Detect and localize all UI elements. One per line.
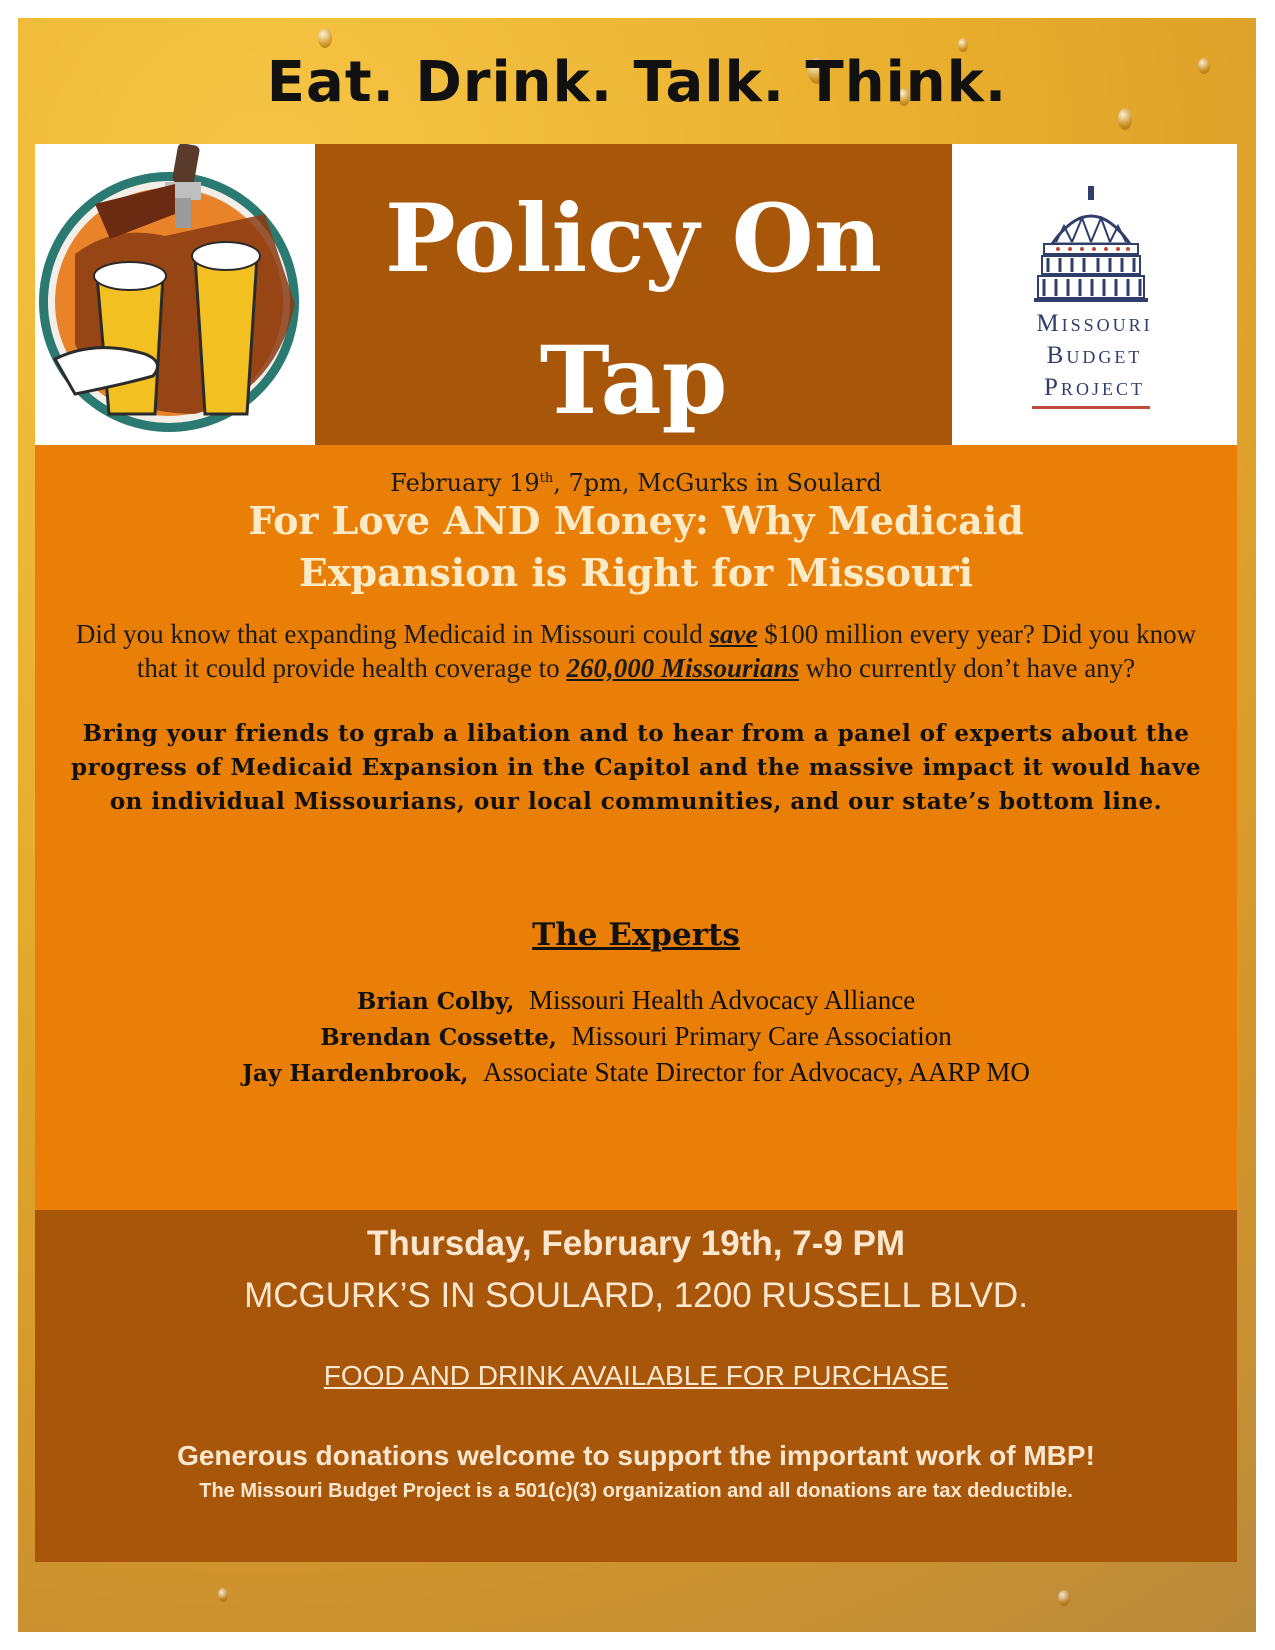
footer-venue: MCGURK’S IN SOULARD, 1200 RUSSELL BLVD. (244, 1276, 1028, 1315)
beer-tap-logo (35, 144, 315, 445)
description-emphasis-missourians: 260,000 Missourians (566, 653, 800, 683)
expert-org: Missouri Health Advocacy Alliance (529, 985, 916, 1015)
expert-name: Jay Hardenbrook, (242, 1060, 469, 1087)
experts-heading: The Experts (532, 917, 740, 953)
description-emphasis-save: save (709, 619, 758, 649)
event-title-line-1: For Love AND Money: Why Medicaid (248, 498, 1024, 543)
expert-org: Associate State Director for Advocacy, AARP MO (482, 1057, 1030, 1087)
expert-org: Missouri Primary Care Association (571, 1021, 952, 1051)
experts-list (35, 983, 1237, 1091)
footer-food-note: FOOD AND DRINK AVAILABLE FOR PURCHASE (323, 1360, 949, 1391)
event-details-panel (35, 445, 1237, 1210)
event-title-line-2: Expansion is Right for Missouri (298, 550, 974, 595)
title-banner (35, 144, 1237, 445)
mbp-logo-line-1: Missouri (1036, 310, 1153, 337)
mbp-logo (952, 144, 1237, 445)
mbp-logo-line-2: Budget (1046, 342, 1143, 369)
bubble-decoration (318, 28, 332, 48)
poster-headline: Eat. Drink. Talk. Think. (266, 50, 1008, 115)
event-description (75, 617, 1197, 685)
bubble-decoration (1058, 1590, 1070, 1606)
poster (18, 18, 1256, 1632)
event-date-prefix: February 19 (390, 469, 540, 497)
expert-name: Brendan Cossette, (320, 1024, 557, 1051)
footer-date-time: Thursday, February 19th, 7-9 PM (366, 1224, 906, 1263)
title-line-1: Policy On (384, 184, 883, 294)
expert-item (35, 983, 1237, 1019)
description-text: Did you know that expanding Medicaid in Missouri could (75, 619, 710, 649)
description-text: who currently don’t have any? (799, 653, 1136, 683)
title-line-2: Tap (539, 326, 728, 436)
description-text: $100 million every year? Did you know that it could provide health coverage to (136, 619, 1197, 683)
title-box (315, 144, 952, 445)
event-date-suffix: th (539, 471, 554, 486)
footer-donations: Generous donations welcome to support the important work of MBP! (177, 1440, 1095, 1471)
beer-tap-icon (35, 144, 315, 445)
mbp-logo-line-3: Project (1044, 374, 1145, 401)
event-title (35, 495, 1237, 599)
event-footer-panel (35, 1210, 1237, 1562)
footer-tax-note: The Missouri Budget Project is a 501(c)(3) organization and all donations are tax deductible. (199, 1480, 1073, 1502)
expert-item (35, 1019, 1237, 1055)
event-date-rest: , 7pm, McGurks in Soulard (553, 469, 882, 497)
expert-item (35, 1055, 1237, 1091)
bubble-decoration (218, 1588, 228, 1602)
event-date-line (35, 469, 1237, 497)
event-invitation: Bring your friends to grab a libation and to hear from a panel of experts about the progress of Medicaid Expansion in the Capitol and the massive impact it would have on individual Missourians, our local communities, and our state’s bottom line. (70, 720, 1202, 815)
expert-name: Brian Colby, (356, 988, 515, 1015)
